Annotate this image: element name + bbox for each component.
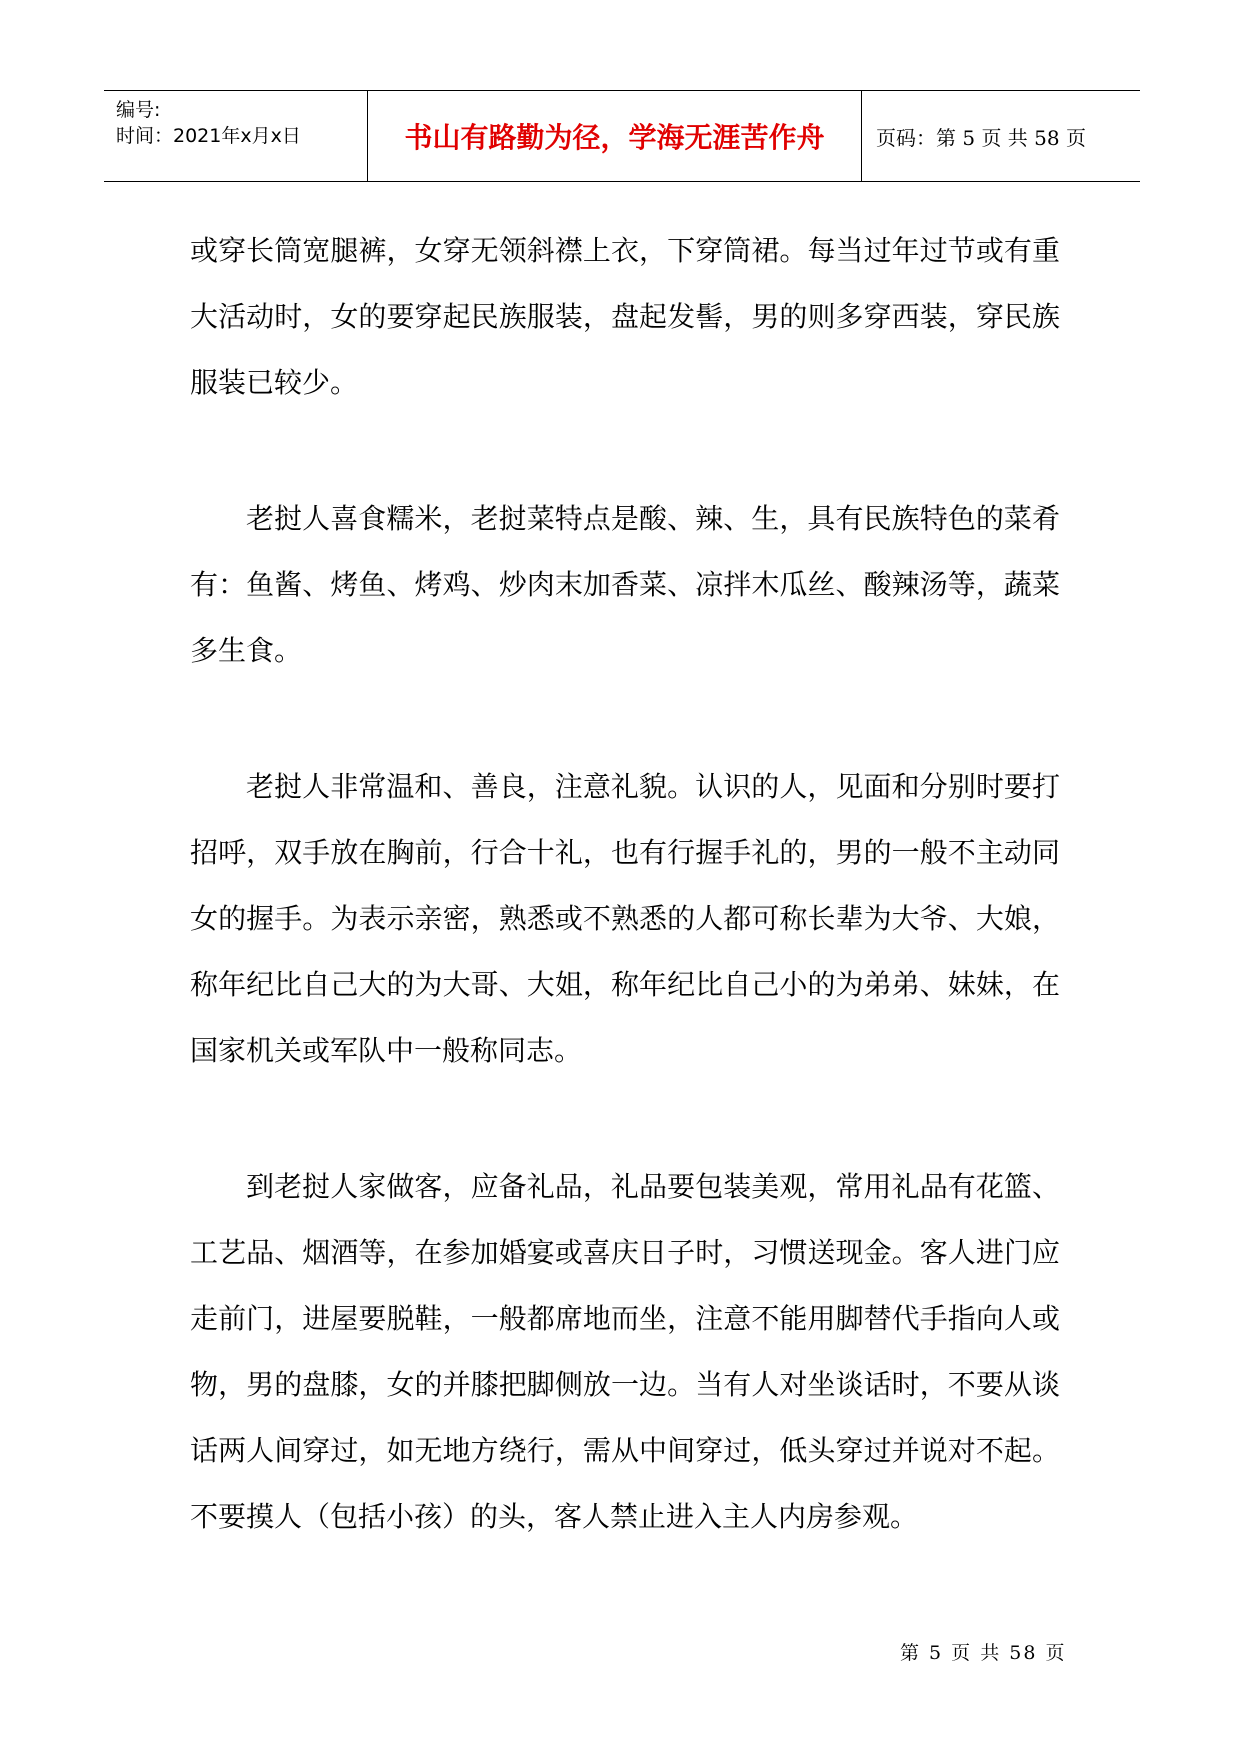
page-footer: 第 5 页 共 58 页 (900, 1642, 1067, 1664)
paragraph: 到老挝人家做客，应备礼品，礼品要包装美观，常用礼品有花篮、工艺品、烟酒等，在参加婚宴或喜庆日子时，习惯送现金。客人进门应走前门，进屋要脱鞋，一般都席地而坐，注意不能用脚替代手指向人或物，男的盘膝，女的并膝把脚侧放一边。当有人对坐谈话时，不要从谈话两人间穿过，如无地方绕行，需从中间穿过，低头穿过并说对不起。不要摸人（包括小孩）的头，客人禁止进入主人内房参观。 (190, 1170, 1060, 1533)
paragraph: 老挝人喜食糯米，老挝菜特点是酸、辣、生，具有民族特色的菜肴有：鱼酱、烤鱼、烤鸡、炒肉末加香菜、凉拌木瓜丝、酸辣汤等，蔬菜多生食。 (190, 502, 1060, 667)
page-header (104, 90, 1140, 182)
header-meta (104, 91, 368, 181)
header-motto-cell (368, 91, 862, 181)
motto: 书山有路勤为径，学海无涯苦作舟 (404, 121, 825, 154)
date-label: 时间：2021年x月x日 (116, 125, 301, 147)
header-page-info: 页码：第 5 页 共 58 页 (876, 125, 1086, 150)
paragraph: 老挝人非常温和、善良，注意礼貌。认识的人，见面和分别时要打招呼，双手放在胸前，行合十礼，也有行握手礼的，男的一般不主动同女的握手。为表示亲密，熟悉或不熟悉的人都可称长辈为大爷、大娘，称年纪比自己大的为大哥、大姐，称年纪比自己小的为弟弟、妹妹，在国家机关或军队中一般称同志。 (190, 770, 1060, 1067)
paragraph-continued: 或穿长筒宽腿裤，女穿无领斜襟上衣，下穿筒裙。每当过年过节或有重大活动时，女的要穿起民族服装，盘起发髻，男的则多穿西装，穿民族服装已较少。 (190, 234, 1060, 399)
serial-number-label: 编号: (116, 99, 161, 121)
document-body (190, 218, 1060, 1620)
